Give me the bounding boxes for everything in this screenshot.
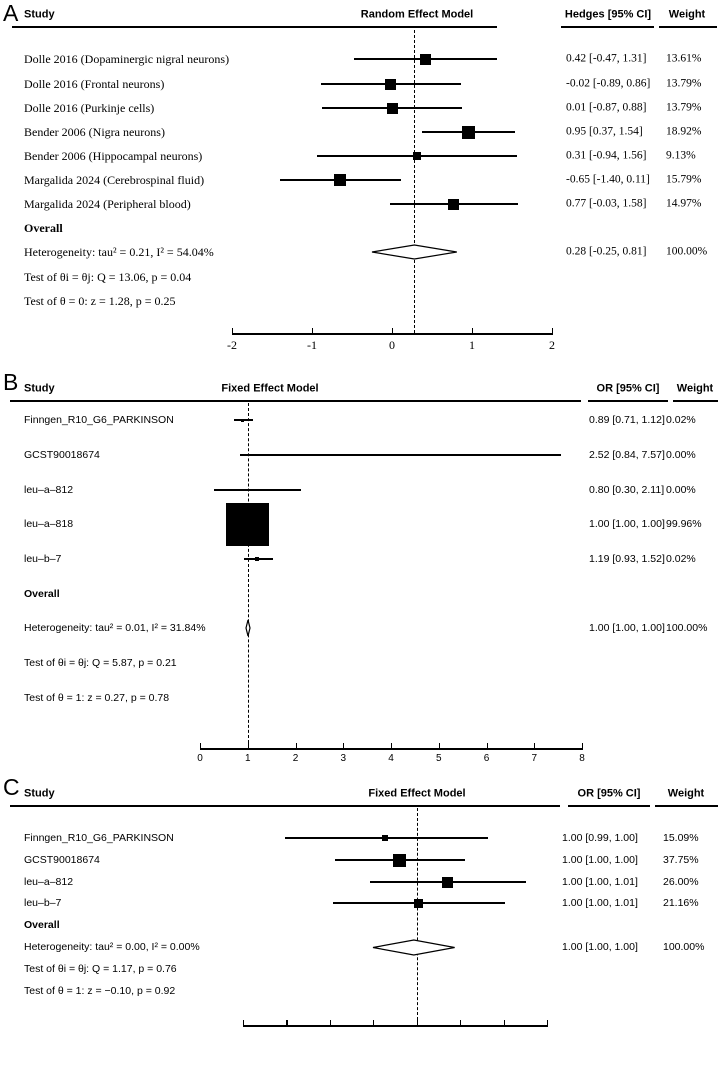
- header-rule: [673, 400, 718, 402]
- axis-tick: [312, 328, 313, 333]
- overall-weight-text: 100.00%: [666, 621, 708, 634]
- study-label: leu–a–818: [24, 517, 74, 530]
- header-rule: [10, 805, 560, 807]
- effect-marker: [442, 877, 453, 888]
- weight-text: 9.13%: [666, 149, 696, 162]
- estimate-text: 2.52 [0.84, 7.57]: [589, 448, 665, 461]
- column-header-model: Random Effect Model: [360, 8, 474, 21]
- axis-tick: [547, 1020, 548, 1025]
- heterogeneity-text: Heterogeneity: tau² = 0.21, I² = 54.04%: [24, 245, 214, 259]
- axis-tick: [439, 743, 440, 748]
- study-label: Bender 2006 (Nigra neurons): [24, 125, 165, 139]
- axis-tick: [373, 1020, 374, 1025]
- estimate-text: 0.01 [-0.87, 0.88]: [566, 101, 647, 114]
- column-header-estimate: Hedges [95% CI]: [564, 8, 652, 21]
- reference-line: [417, 808, 418, 1025]
- axis-line: [243, 1025, 548, 1027]
- effect-marker: [385, 79, 396, 90]
- test-overall-text: Test of θ = 0: z = 1.28, p = 0.25: [24, 294, 176, 308]
- axis-tick: [472, 328, 473, 333]
- axis-tick: [200, 743, 201, 748]
- estimate-text: 1.00 [1.00, 1.01]: [562, 875, 638, 888]
- test-between-text: Test of θi = θj: Q = 13.06, p = 0.04: [24, 270, 192, 284]
- effect-marker: [334, 174, 346, 186]
- weight-text: 15.09%: [663, 831, 699, 844]
- weight-text: 0.02%: [666, 552, 696, 565]
- axis-tick: [504, 1020, 505, 1025]
- effect-marker: [414, 899, 423, 908]
- effect-marker: [462, 126, 475, 139]
- axis-tick: [392, 328, 393, 333]
- axis-tick: [487, 743, 488, 748]
- axis-tick-label: 8: [579, 753, 585, 764]
- axis-tick: [552, 328, 553, 333]
- axis-tick: [417, 1020, 418, 1025]
- overall-diamond: [371, 938, 457, 957]
- study-label: Finngen_R10_G6_PARKINSON: [24, 413, 174, 426]
- axis-tick-label: 4: [388, 753, 394, 764]
- study-label: leu–b–7: [24, 552, 62, 565]
- axis-tick-label: 0: [197, 753, 203, 764]
- weight-text: 99.96%: [666, 517, 702, 530]
- column-header-estimate: OR [95% CI]: [577, 787, 641, 800]
- axis-tick-label: 1: [469, 338, 475, 352]
- overall-diamond: [370, 243, 459, 261]
- test-overall-text: Test of θ = 1: z = −0.10, p = 0.92: [24, 984, 176, 997]
- axis-tick-label: 2: [292, 753, 299, 764]
- column-header-study: Study: [24, 787, 55, 800]
- effect-marker: [393, 854, 406, 867]
- axis-tick: [391, 743, 392, 748]
- estimate-text: 0.89 [0.71, 1.12]: [589, 413, 665, 426]
- test-between-text: Test of θi = θj: Q = 1.17, p = 0.76: [24, 962, 177, 975]
- effect-marker: [226, 503, 269, 546]
- study-label: Dolle 2016 (Dopaminergic nigral neurons): [24, 52, 230, 66]
- panel-letter: A: [3, 0, 19, 26]
- axis-tick-label: 1: [244, 753, 251, 764]
- estimate-text: -0.02 [-0.89, 0.86]: [566, 77, 651, 90]
- overall-estimate-text: 0.28 [-0.25, 0.81]: [566, 245, 647, 258]
- weight-text: 13.61%: [666, 52, 702, 65]
- ci-line: [240, 454, 561, 455]
- axis-tick: [243, 1020, 244, 1025]
- overall-label: Overall: [24, 221, 63, 235]
- study-label: Dolle 2016 (Frontal neurons): [24, 77, 165, 91]
- effect-marker: [387, 103, 398, 114]
- weight-text: 0.00%: [666, 448, 696, 461]
- study-label: Margalida 2024 (Cerebrospinal fluid): [24, 173, 205, 187]
- effect-marker: [413, 152, 421, 160]
- weight-text: 0.00%: [666, 483, 696, 496]
- effect-marker: [241, 419, 244, 422]
- weight-text: 15.79%: [666, 173, 702, 186]
- axis-tick: [232, 328, 233, 333]
- overall-weight-text: 100.00%: [666, 245, 708, 258]
- column-header-weight: Weight: [668, 8, 706, 21]
- estimate-text: 0.95 [0.37, 1.54]: [566, 125, 643, 138]
- axis-tick: [296, 743, 297, 748]
- axis-tick-label: 7: [531, 753, 538, 764]
- test-overall-text: Test of θ = 1: z = 0.27, p = 0.78: [24, 691, 170, 704]
- axis-tick: [248, 743, 249, 748]
- study-label: Dolle 2016 (Purkinje cells): [24, 101, 155, 115]
- test-between-text: Test of θi = θj: Q = 5.87, p = 0.21: [24, 656, 177, 669]
- estimate-text: 0.80 [0.30, 2.11]: [589, 483, 665, 496]
- reference-line: [414, 30, 415, 333]
- header-rule: [588, 400, 668, 402]
- study-label: Bender 2006 (Hippocampal neurons): [24, 149, 203, 163]
- header-rule: [568, 805, 650, 807]
- overall-diamond: [244, 618, 252, 638]
- column-header-estimate: OR [95% CI]: [596, 382, 660, 395]
- estimate-text: 1.19 [0.93, 1.52]: [589, 552, 665, 565]
- header-rule: [10, 400, 581, 402]
- study-label: Margalida 2024 (Peripheral blood): [24, 197, 191, 211]
- weight-text: 18.92%: [666, 125, 702, 138]
- weight-text: 26.00%: [663, 875, 699, 888]
- effect-marker: [420, 54, 431, 65]
- estimate-text: 0.42 [-0.47, 1.31]: [566, 52, 647, 65]
- axis-tick: [343, 743, 344, 748]
- overall-label: Overall: [24, 587, 60, 600]
- axis-tick-label: 2: [549, 338, 555, 352]
- column-header-study: Study: [24, 8, 55, 21]
- axis-tick: [330, 1020, 331, 1025]
- study-label: Finngen_R10_G6_PARKINSON: [24, 831, 174, 844]
- header-rule: [655, 805, 718, 807]
- weight-text: 13.79%: [666, 77, 702, 90]
- axis-tick: [460, 1020, 461, 1025]
- header-rule: [561, 26, 654, 28]
- axis-tick: [286, 1020, 287, 1025]
- column-header-study: Study: [24, 382, 55, 395]
- overall-label: Overall: [24, 918, 60, 931]
- weight-text: 0.02%: [666, 413, 696, 426]
- weight-text: 37.75%: [663, 853, 699, 866]
- study-label: GCST90018674: [24, 853, 100, 866]
- weight-text: 13.79%: [666, 101, 702, 114]
- axis-tick-label: 5: [435, 753, 442, 764]
- axis-tick-label: -1: [307, 338, 317, 352]
- effect-marker: [448, 199, 459, 210]
- overall-estimate-text: 1.00 [1.00, 1.00]: [562, 940, 638, 953]
- axis-tick-label: 0: [389, 338, 395, 352]
- axis-line: [232, 333, 553, 335]
- axis-tick-label: -2: [227, 338, 237, 352]
- estimate-text: -0.65 [-1.40, 0.11]: [566, 173, 650, 186]
- column-header-model: Fixed Effect Model: [368, 787, 466, 800]
- estimate-text: 1.00 [0.99, 1.00]: [562, 831, 638, 844]
- header-rule: [659, 26, 717, 28]
- weight-text: 21.16%: [663, 896, 699, 909]
- study-label: leu–a–812: [24, 875, 74, 888]
- effect-marker: [382, 835, 388, 841]
- overall-estimate-text: 1.00 [1.00, 1.00]: [589, 621, 665, 634]
- estimate-text: 0.31 [-0.94, 1.56]: [566, 149, 647, 162]
- study-label: leu–b–7: [24, 896, 62, 909]
- axis-line: [200, 748, 583, 750]
- panel-letter: B: [3, 369, 19, 395]
- axis-tick-label: 3: [340, 753, 347, 764]
- axis-tick: [582, 743, 583, 748]
- header-rule: [12, 26, 497, 28]
- estimate-text: 1.00 [1.00, 1.01]: [562, 896, 638, 909]
- column-header-model: Fixed Effect Model: [221, 382, 319, 395]
- study-label: leu–a–812: [24, 483, 74, 496]
- axis-tick: [534, 743, 535, 748]
- heterogeneity-text: Heterogeneity: tau² = 0.00, I² = 0.00%: [24, 940, 200, 953]
- column-header-weight: Weight: [667, 787, 705, 800]
- effect-marker: [255, 557, 259, 561]
- column-header-weight: Weight: [676, 382, 714, 395]
- axis-tick-label: 6: [483, 753, 490, 764]
- panel-letter: C: [3, 774, 20, 800]
- study-label: GCST90018674: [24, 448, 100, 461]
- heterogeneity-text: Heterogeneity: tau² = 0.01, I² = 31.84%: [24, 621, 206, 634]
- overall-weight-text: 100.00%: [663, 940, 705, 953]
- ci-line: [214, 489, 300, 490]
- weight-text: 14.97%: [666, 197, 702, 210]
- estimate-text: 0.77 [-0.03, 1.58]: [566, 197, 647, 210]
- estimate-text: 1.00 [1.00, 1.00]: [562, 853, 638, 866]
- estimate-text: 1.00 [1.00, 1.00]: [589, 517, 665, 530]
